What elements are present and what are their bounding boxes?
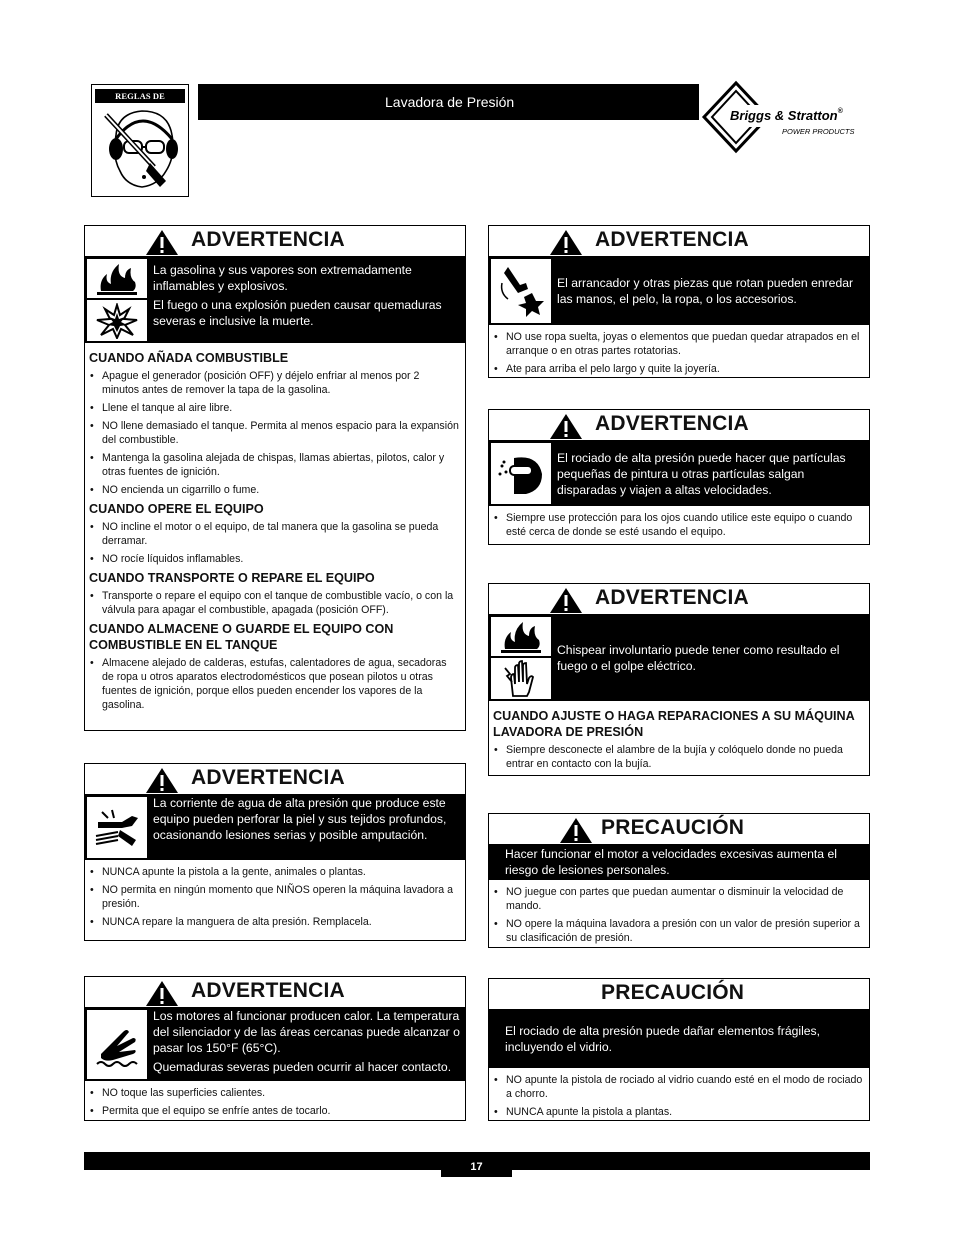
list-item: • Llene el tanque al aire libre. [88,401,459,415]
safety-rules-badge [91,84,189,197]
fragile-items-caution-message [489,1010,869,1068]
fuel-warning-text-1: La gasolina y sus vapores son extremadamente inflamables y explosivos. [153,263,412,293]
warning-triangle-icon [549,229,583,256]
hot-surface-hand-icon [87,1010,147,1079]
brand-registered-mark: ® [837,108,843,115]
warning-triangle-icon [145,767,179,794]
explosion-icon [87,300,147,341]
list-item: • Almacene alejado de calderas, estufas, calentadores de agua, secadoras de ropa u otros aparatos electrodomésticos que posean pilotos u otras fuentes de ignición, porque ellos pueden encender los vapores de la gasolina. [88,656,459,712]
flame-icon [87,259,147,298]
list-item: • NO encienda un cigarrillo o fume. [88,483,459,497]
fuel-warning-message [85,257,465,343]
fragile-items-instructions [489,1068,869,1127]
warning-triangle-icon [549,413,583,440]
list-item: • NO apunte la pistola de rociado al vidrio cuando esté en el modo de rociado a chorro. [492,1073,863,1101]
water-jet-warning-text: La corriente de agua de alta presión que produce este equipo pueden perforar la piel y sus tejidos profundos, ocasionando lesiones serias y posible amputación. [153,796,447,842]
list-item: • NO llene demasiado el tanque. Permita al menos espacio para la expansión del combustible. [88,419,459,447]
eye-protection-warning-heading: ADVERTENCIA [595,412,749,435]
list-item: • Transporte o repare el equipo con el tanque de combustible vacío, o con la válvula para apagar el combustible, apagada (posición OFF). [88,589,459,617]
list-item: • NO incline el motor o el equipo, de tal manera que la gasolina se pueda derramar. [88,520,459,548]
spark-warning-header [489,584,869,615]
warning-triangle-icon [559,817,593,844]
eye-protection-warning-header [489,410,869,441]
overspeed-caution-box [488,813,870,948]
rotating-parts-icon [491,259,551,323]
safety-gear-icon [96,105,184,193]
document-title: Lavadora de Presión [198,84,699,120]
fragile-items-caution-text: El rociado de alta presión puede dañar elementos frágiles, incluyendo el vidrio. [505,1024,821,1054]
hot-surface-warning-box [84,976,466,1121]
fuel-warning-header [85,226,465,257]
overspeed-caution-text: Hacer funcionar el motor a velocidades excesivas aumenta el riesgo de lesiones personales. [505,847,837,877]
hot-surface-warning-header [85,977,465,1008]
section-heading-store: CUANDO ALMACENE O GUARDE EL EQUIPO CON COMBUSTIBLE EN EL TANQUE [89,622,394,652]
water-jet-warning-box [84,763,466,941]
section-heading-transport: CUANDO TRANSPORTE O REPARE EL EQUIPO [89,571,375,585]
hot-surface-instructions [85,1081,465,1126]
rotating-parts-warning-box [488,225,870,378]
overspeed-caution-message [489,845,869,880]
hot-surface-warning-text-2: Quemaduras severas pueden ocurrir al hacer contacto. [153,1060,452,1074]
electric-shock-hand-icon [491,658,551,699]
section-heading-operate: CUANDO OPERE EL EQUIPO [89,502,264,516]
list-item: • NUNCA apunte la pistola a plantas. [492,1105,863,1119]
list-item: • NO permita en ningún momento que NIÑOS operen la máquina lavadora a presión. [88,883,459,911]
warning-triangle-icon [145,980,179,1007]
overspeed-instructions [489,880,869,953]
list-item: • NO use ropa suelta, joyas o elementos que puedan quedar atrapados en el arranque o en otras partes rotatorias. [492,330,863,358]
rotating-parts-instructions [489,325,869,384]
fragile-items-caution-heading: PRECAUCIÓN [601,981,745,1004]
brand-name: Briggs & Stratton [730,108,838,123]
brand-subtitle: POWER PRODUCTS [782,127,855,136]
water-jet-injury-icon [87,797,147,858]
overspeed-caution-heading: PRECAUCIÓN [601,816,745,839]
fragile-items-caution-header [489,979,869,1010]
fuel-warning-box [84,225,466,731]
list-item: • Mantenga la gasolina alejada de chispas, llamas abiertas, pilotos, calor y otras fuentes de ignición. [88,451,459,479]
spark-instructions [489,701,869,779]
spark-warning-message [489,615,869,701]
list-item: • NO opere la máquina lavadora a presión con un valor de presión superior a su clasificación de presión. [492,917,863,945]
list-item: • NUNCA apunte la pistola a la gente, animales o plantas. [88,865,459,879]
list-item: • NO toque las superficies calientes. [88,1086,459,1100]
overspeed-caution-header [489,814,869,845]
briggs-stratton-logo [700,80,872,154]
water-jet-warning-heading: ADVERTENCIA [191,766,345,789]
list-item: • NO rocíe líquidos inflamables. [88,552,459,566]
fuel-warning-heading: ADVERTENCIA [191,228,345,251]
list-item: • Permita que el equipo se enfríe antes de tocarlo. [88,1104,459,1118]
eye-protection-instructions [489,506,869,547]
eye-protection-warning-box [488,409,870,545]
rotating-parts-warning-text: El arrancador y otras piezas que rotan pueden enredar las manos, el pelo, la ropa, o los accesorios. [557,276,854,306]
section-heading-add-fuel: CUANDO AÑADA COMBUSTIBLE [89,351,289,365]
water-jet-warning-message [85,795,465,860]
hot-surface-warning-heading: ADVERTENCIA [191,979,345,1002]
list-item: • NO juegue con partes que puedan aumentar o disminuir la velocidad de mando. [492,885,863,913]
water-jet-instructions [85,860,465,937]
list-item: • Ate para arriba el pelo largo y quite la joyería. [492,362,863,376]
water-jet-warning-header [85,764,465,795]
eye-protection-warning-text: El rociado de alta presión puede hacer que partículas pequeñas de pintura u otras partículas salgan disparadas y viajen a altas velocidades. [557,450,846,497]
rotating-parts-warning-message [489,257,869,325]
fuel-warning-instructions [85,343,465,720]
spark-warning-text: Chispear involuntario puede tener como resultado el fuego o el golpe eléctrico. [557,643,840,673]
page-number: 17 [441,1152,512,1177]
flame-icon [491,617,551,656]
badge-label: REGLAS DE SEGURIDAD [95,89,185,103]
rotating-parts-warning-heading: ADVERTENCIA [595,228,749,251]
list-item: • NUNCA repare la manguera de alta presión. Remplacela. [88,915,459,929]
spark-warning-box [488,583,870,776]
safety-goggles-icon [491,443,551,504]
list-item: • Apague el generador (posición OFF) y déjelo enfriar al menos por 2 minutos antes de remover la tapa de la gasolina. [88,369,459,397]
spark-warning-heading: ADVERTENCIA [595,586,749,609]
fuel-warning-text-2: El fuego o una explosión pueden causar quemaduras severas e inclusive la muerte. [153,298,442,328]
eye-protection-warning-message [489,441,869,506]
hot-surface-warning-text-1: Los motores al funcionar producen calor. La temperatura del silenciador y de las áreas cercanas puede alcanzar o pasar los 150°F (65°C). [153,1009,460,1055]
list-item: • Siempre desconecte el alambre de la bujía y colóquelo donde no pueda entrar en contacto con la bujía. [492,743,863,771]
hot-surface-warning-message [85,1008,465,1081]
warning-triangle-icon [549,587,583,614]
section-heading-repairs: CUANDO AJUSTE O HAGA REPARACIONES A SU MÁQUINA LAVADORA DE PRESIÓN [493,709,855,739]
warning-triangle-icon [145,229,179,256]
list-item: • Siempre use protección para los ojos cuando utilice este equipo o cuando esté cerca de donde se esté usando el equipo. [492,511,863,539]
fragile-items-caution-box [488,978,870,1121]
rotating-parts-warning-header [489,226,869,257]
